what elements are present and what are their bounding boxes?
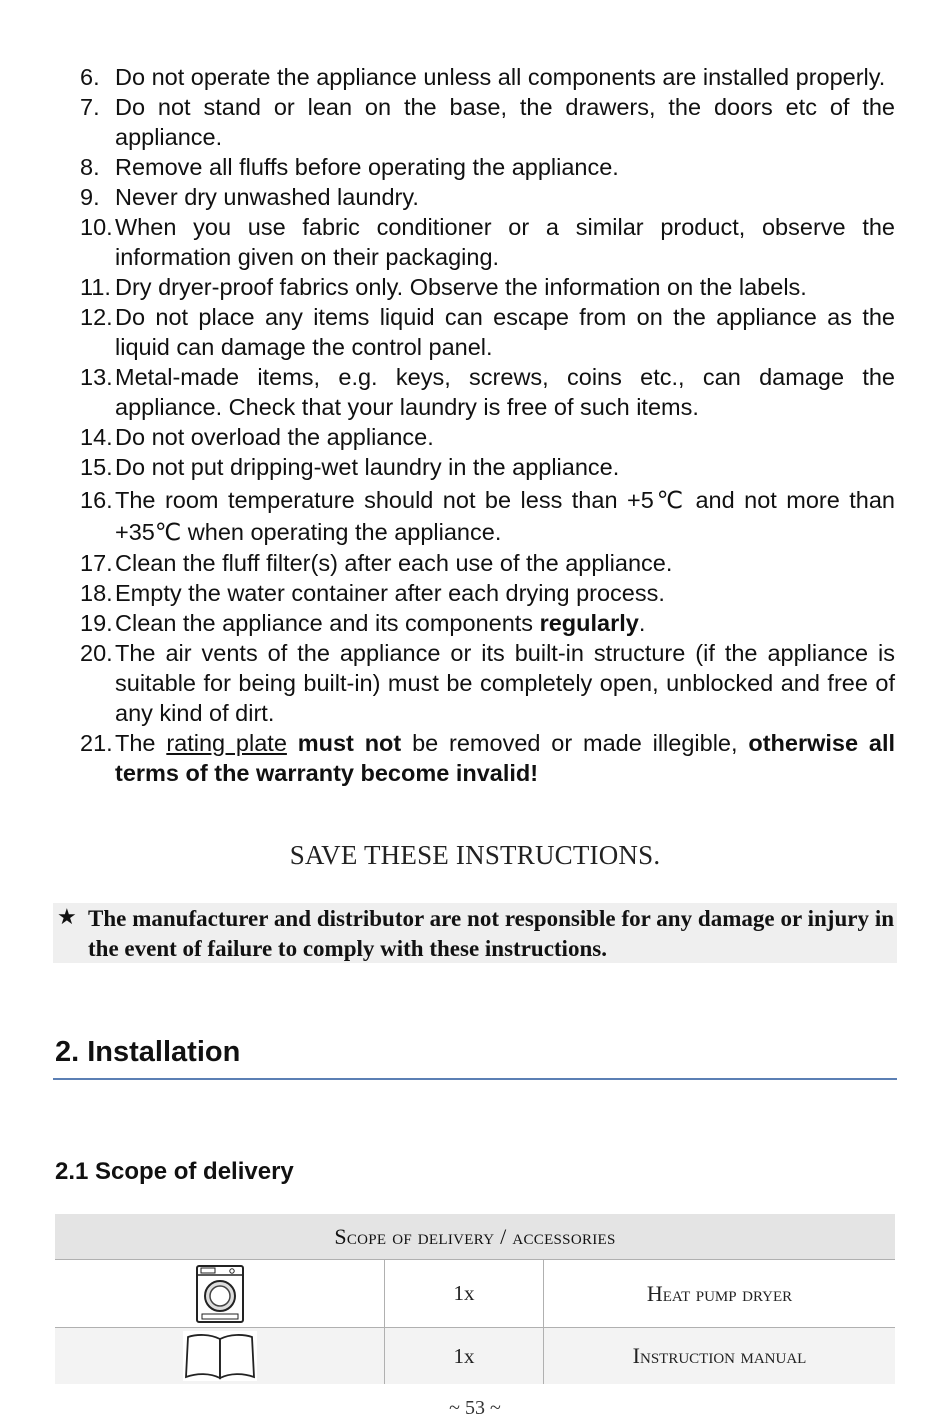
table-cell-quantity: 1x (385, 1328, 544, 1385)
item-text: The room temperature should not be less than +5℃ and not more than +35℃ when operating the appliance. (115, 487, 895, 545)
item-number: 19. (80, 610, 113, 636)
item-number: 17. (80, 550, 113, 576)
item-number: 13. (80, 364, 113, 390)
page-number: ~ 53 ~ (449, 1397, 501, 1419)
item-text: Do not place any items liquid can escape from on the appliance as the liquid can damage the control panel. (115, 304, 895, 360)
item-text: Do not put dripping-wet laundry in the appliance. (115, 454, 620, 480)
list-item (80, 578, 895, 608)
item-number: 7. (80, 94, 100, 120)
item-text: Remove all fluffs before operating the appliance. (115, 154, 619, 180)
list-item (80, 422, 895, 452)
item-text: The air vents of the appliance or its built-in structure (if the appliance is suitable for being built-in) must be completely open, unblocked and free of any kind of dirt. (115, 640, 895, 726)
disclaimer-note (53, 903, 897, 963)
scope-of-delivery-table (55, 1214, 895, 1384)
list-item (80, 272, 895, 302)
item-text: When you use fabric conditioner or a similar product, observe the information given on their packaging. (115, 214, 895, 270)
heat-pump-dryer-icon (192, 1264, 248, 1324)
list-item (80, 182, 895, 212)
item-number: 9. (80, 184, 100, 210)
list-item (80, 212, 895, 272)
item-number: 18. (80, 580, 113, 606)
table-header: Scope of delivery / accessories (55, 1214, 895, 1260)
item-text: Empty the water container after each drying process. (115, 580, 665, 606)
item-text: Clean the fluff filter(s) after each use of the appliance. (115, 550, 673, 576)
table-cell-item: Instruction manual (544, 1328, 896, 1385)
list-item (80, 452, 895, 482)
list-item (80, 302, 895, 362)
emphasis: regularly (539, 610, 639, 636)
item-number: 12. (80, 304, 113, 330)
item-text: Dry dryer-proof fabrics only. Observe the information on the labels. (115, 274, 807, 300)
item-number: 8. (80, 154, 100, 180)
item-text: Do not operate the appliance unless all components are installed properly. (115, 64, 886, 90)
list-item (80, 152, 895, 182)
section-heading: 2. Installation (55, 1036, 241, 1068)
table-cell-quantity: 1x (385, 1260, 544, 1328)
warranty-warning: otherwise all terms of the warranty become invalid! (115, 730, 896, 786)
list-item (80, 485, 895, 548)
subsection-heading: 2.1 Scope of delivery (55, 1158, 294, 1185)
table-cell-image (55, 1328, 385, 1385)
emphasis: must not (297, 730, 402, 756)
rating-plate-term: rating plate (166, 730, 287, 756)
item-number: 14. (80, 424, 113, 450)
heading-divider (53, 1078, 897, 1080)
item-number: 15. (80, 454, 113, 480)
list-item (80, 608, 895, 638)
safety-instructions-list (80, 62, 895, 788)
table-cell-item: Heat pump dryer (544, 1260, 896, 1328)
item-text: Do not stand or lean on the base, the drawers, the doors etc of the appliance. (115, 94, 895, 150)
item-text: Do not overload the appliance. (115, 424, 434, 450)
item-number: 20. (80, 640, 113, 666)
list-item (80, 548, 895, 578)
item-text: The (115, 730, 167, 756)
table-header-row (55, 1214, 895, 1260)
list-item (80, 638, 895, 728)
table-row (55, 1260, 895, 1328)
list-item (80, 62, 895, 92)
list-item (80, 362, 895, 422)
item-text: . (638, 610, 646, 636)
table-cell-image (55, 1260, 385, 1328)
item-number: 21. (80, 730, 113, 756)
item-number: 10. (80, 214, 113, 240)
item-number: 11. (80, 274, 111, 300)
item-text: Never dry unwashed laundry. (115, 184, 419, 210)
instruction-manual-icon (183, 1331, 257, 1381)
disclaimer-text: The manufacturer and distributor are not responsible for any damage or injury in the event of failure to comply with these instructions. (88, 906, 894, 961)
list-item (80, 728, 895, 788)
item-text: Clean the appliance and its components (115, 610, 540, 636)
item-text (287, 730, 298, 756)
list-item (80, 92, 895, 152)
star-icon: ★ (57, 905, 77, 930)
item-text: be removed or made illegible, (401, 730, 749, 756)
table-row (55, 1328, 895, 1385)
save-instructions-heading: SAVE THESE INSTRUCTIONS. (289, 840, 661, 870)
item-text: Metal-made items, e.g. keys, screws, coins etc., can damage the appliance. Check that your laundry is free of such items. (115, 364, 895, 420)
item-number: 6. (80, 64, 100, 90)
item-number: 16. (80, 487, 113, 513)
